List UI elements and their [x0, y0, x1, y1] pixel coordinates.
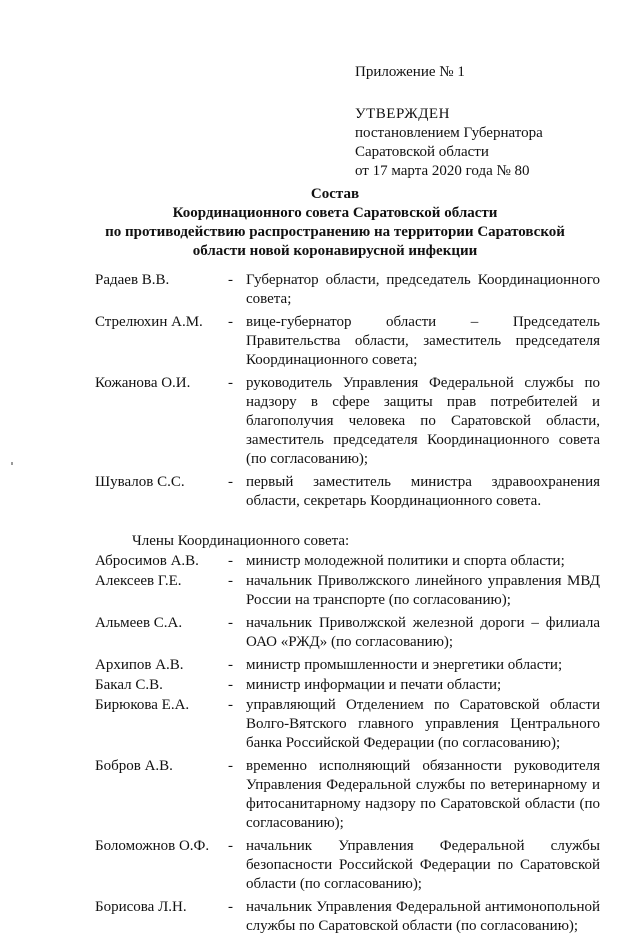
member-name: Альмеев С.А. [95, 615, 183, 631]
member-name: Абросимов А.В. [95, 553, 199, 569]
member-role: министр промышленности и энергетики области; [246, 657, 563, 673]
member-role: управляющий Отделением по Саратовской области Волго-Вятского главного управления Центрального банка Российской Федерации (по согласованию); [246, 697, 600, 751]
member-dash: - [228, 697, 233, 713]
member-row [95, 757, 600, 833]
member-role: руководитель Управления Федеральной службы по надзору в сфере защиты прав потребителей и благополучия человека по Саратовской области, заместитель председателя Координационного совета (по согласованию); [246, 375, 600, 467]
member-dash: - [228, 553, 233, 569]
member-name: Борисова Л.Н. [95, 899, 187, 915]
approved-by: постановлением Губернатора [355, 125, 543, 141]
member-role: первый заместитель министра здравоохранения области, секретарь Координационного совета. [246, 474, 600, 509]
scan-speck [11, 462, 13, 465]
member-name: Архипов А.В. [95, 657, 184, 673]
document-title [90, 185, 580, 261]
approved-heading: УТВЕРЖДЕН [355, 106, 450, 122]
title-line-2: Координационного совета Саратовской области [172, 205, 498, 221]
member-row [95, 696, 600, 753]
member-role: Губернатор области, председатель Координационного совета; [246, 272, 600, 307]
member-name: Бобров А.В. [95, 758, 173, 774]
member-dash: - [228, 474, 233, 490]
approved-region: Саратовской области [355, 144, 489, 160]
member-name: Бакал С.В. [95, 677, 163, 693]
title-line-1: Состав [310, 186, 360, 202]
member-role: начальник Управления Федеральной службы безопасности Российской Федерации по Саратовской области (по согласованию); [246, 838, 600, 892]
member-role: министр молодежной политики и спорта области; [246, 553, 565, 569]
member-name: Шувалов С.С. [95, 474, 185, 490]
leadership-row [95, 313, 600, 370]
member-dash: - [228, 375, 233, 391]
member-dash: - [228, 899, 233, 915]
council-composition [95, 271, 600, 936]
approved-date: от 17 марта 2020 года № 80 [355, 163, 530, 179]
title-line-3: по противодействию распространению на территории Саратовской [105, 224, 565, 240]
member-role: министр информации и печати области; [246, 677, 502, 693]
member-name: Стрелюхин А.М. [95, 314, 203, 330]
member-row [95, 552, 600, 571]
member-role: начальник Управления Федеральной антимонопольной службы по Саратовской области (по согласованию); [246, 899, 600, 934]
member-dash: - [228, 573, 233, 589]
member-dash: - [228, 677, 233, 693]
title-line-4: области новой коронавирусной инфекции [192, 243, 478, 259]
leadership-row [95, 271, 600, 309]
leadership-row [95, 374, 600, 469]
leadership-row [95, 473, 600, 511]
member-row [95, 572, 600, 610]
member-name: Алексеев Г.Е. [95, 573, 182, 589]
annex-label: Приложение № 1 [355, 64, 465, 80]
member-role: начальник Приволжской железной дороги – филиала ОАО «РЖД» (по согласованию); [246, 615, 600, 650]
member-row [95, 898, 600, 936]
member-dash: - [228, 758, 233, 774]
member-name: Кожанова О.И. [95, 375, 191, 391]
member-dash: - [228, 657, 233, 673]
member-row [95, 614, 600, 652]
member-name: Боломожнов О.Ф. [95, 838, 210, 854]
member-dash: - [228, 615, 233, 631]
member-name: Радаев В.В. [95, 272, 170, 288]
member-dash: - [228, 838, 233, 854]
member-row [95, 656, 600, 675]
member-dash: - [228, 272, 233, 288]
member-dash: - [228, 314, 233, 330]
member-role: вице-губернатор области – Председатель Правительства области, заместитель председателя Координационного совета; [246, 314, 600, 368]
members-section-label: Члены Координационного совета: [132, 533, 350, 549]
member-role: временно исполняющий обязанности руководителя Управления Федеральной службы по ветеринарному и фитосанитарному надзору по Саратовской области (по согласованию); [246, 758, 600, 831]
member-name: Бирюкова Е.А. [95, 697, 190, 713]
member-row [95, 837, 600, 894]
approval-block [355, 63, 625, 181]
member-row [95, 676, 600, 695]
member-role: начальник Приволжского линейного управления МВД России на транспорте (по согласованию); [246, 573, 600, 608]
